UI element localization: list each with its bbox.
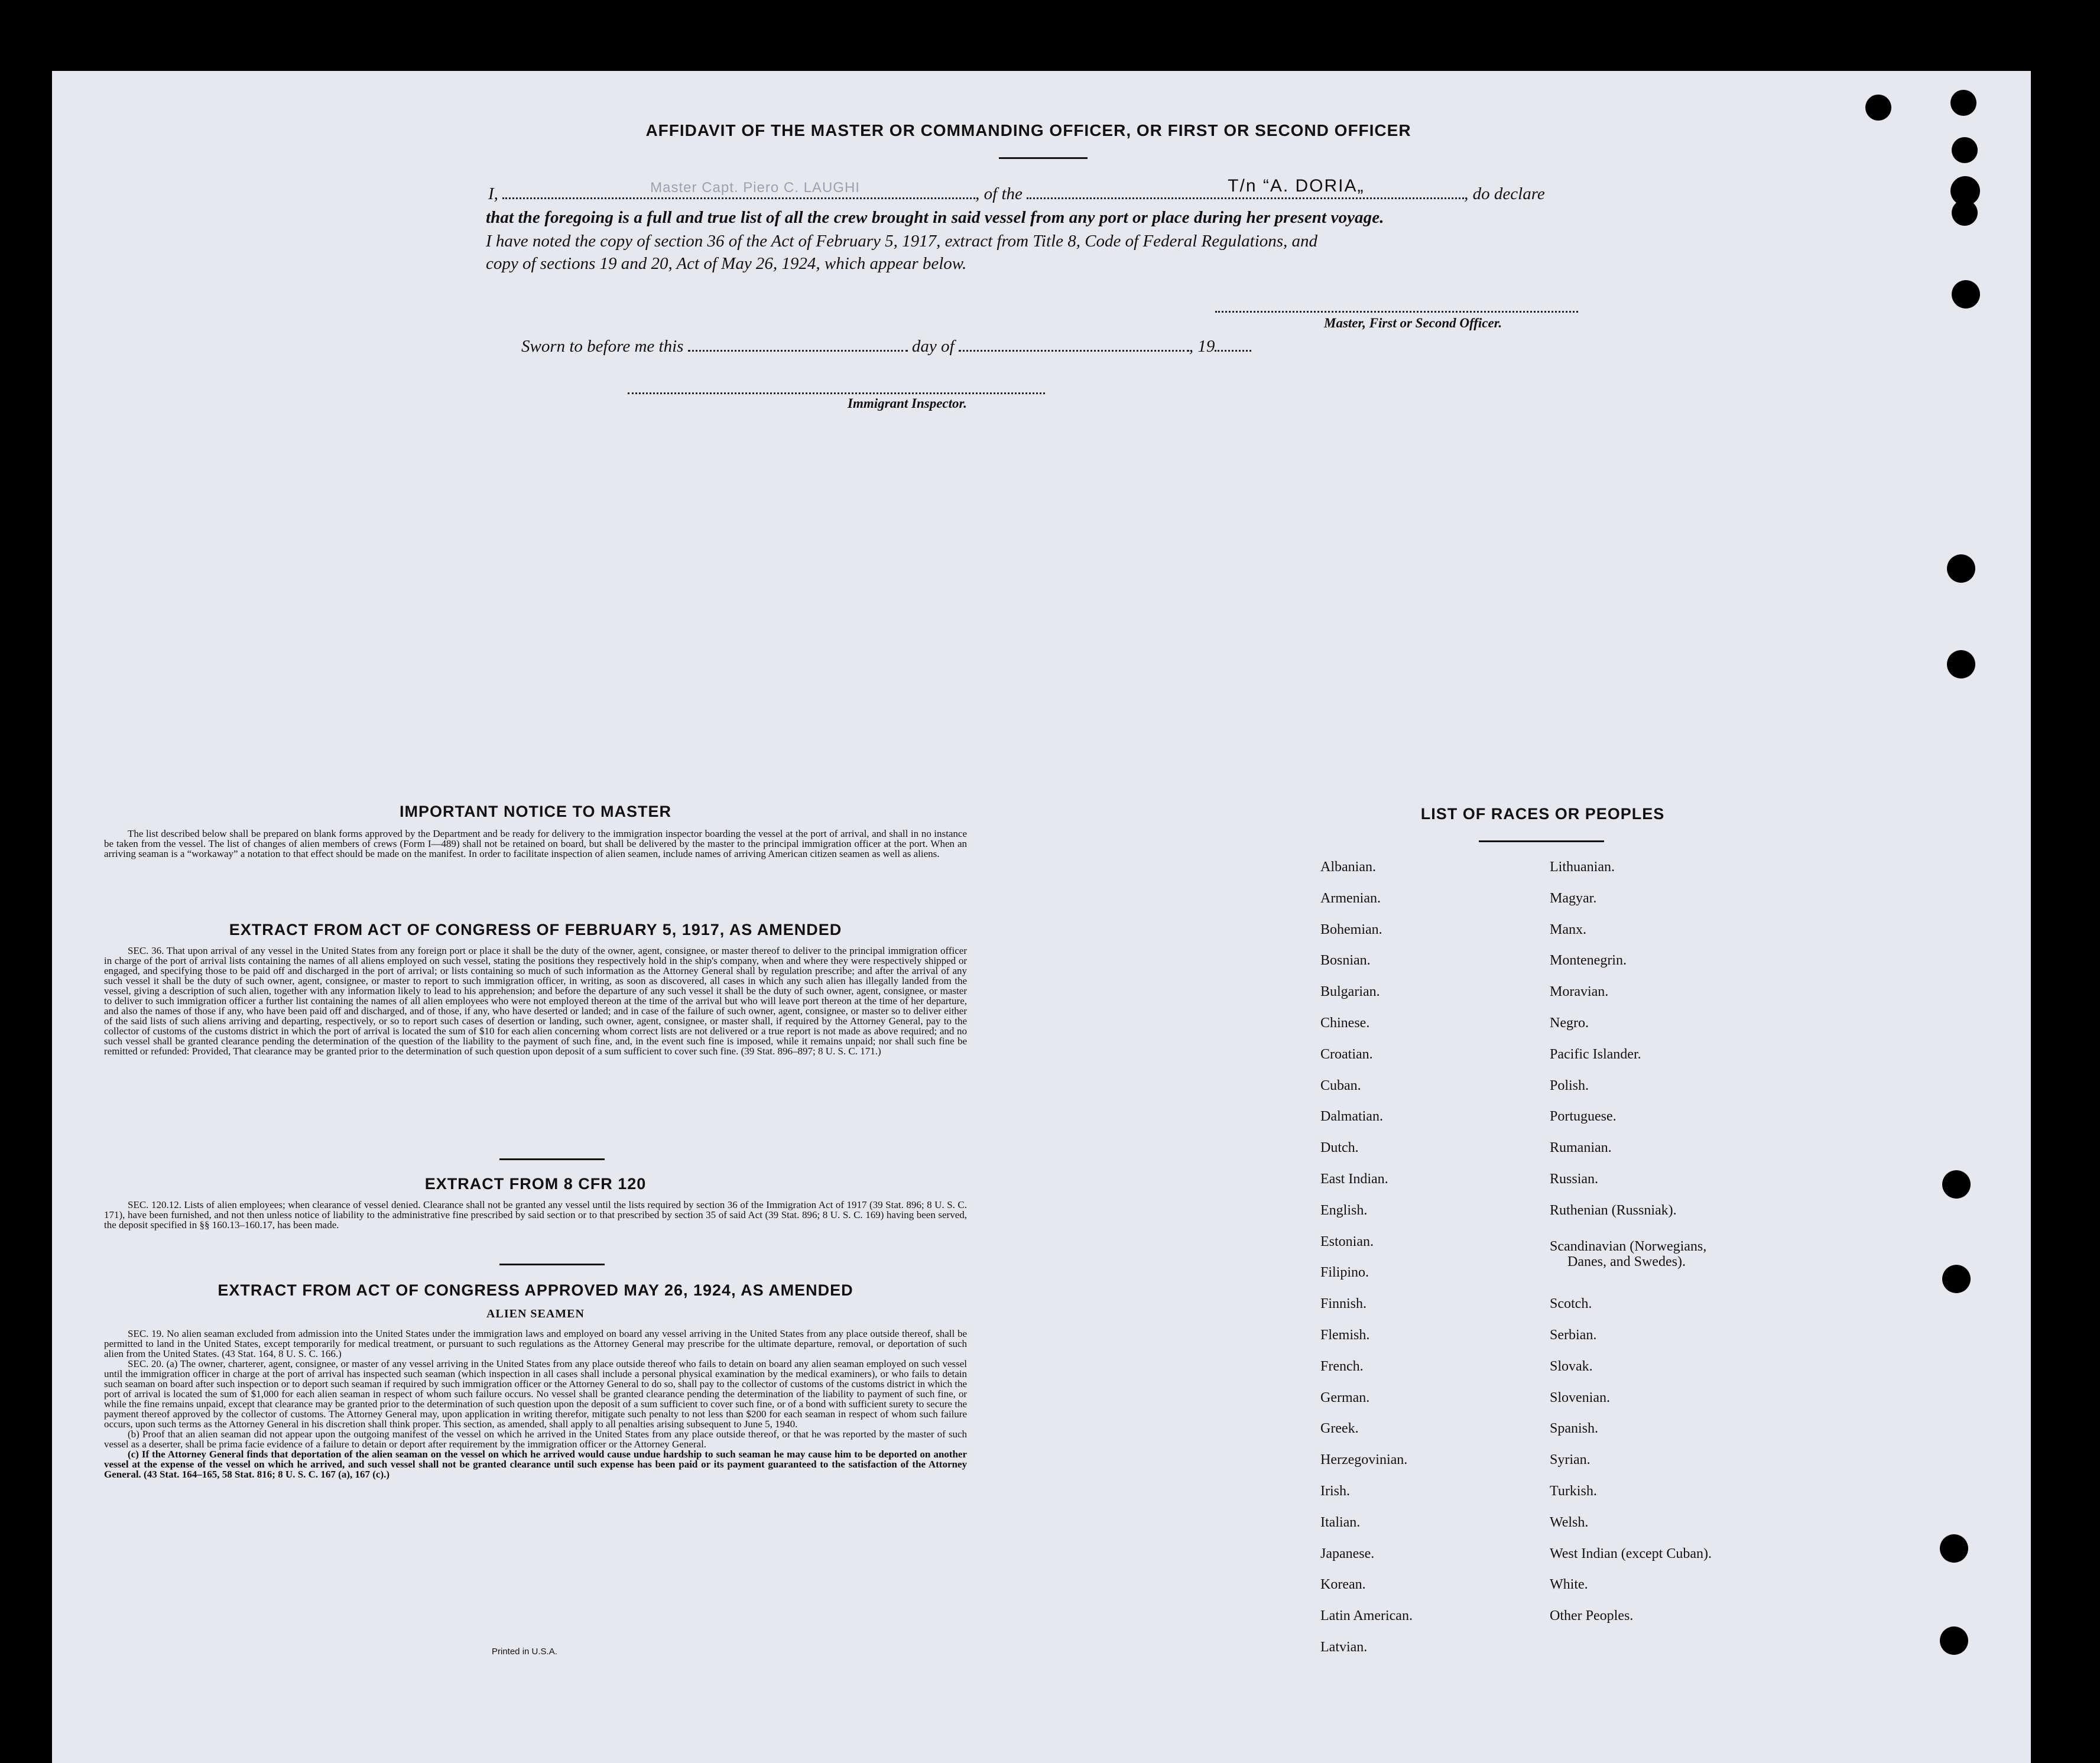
race-item: Portuguese. [1550, 1109, 1617, 1125]
race-item: Albanian. [1320, 859, 1376, 875]
inspector-label: Immigrant Inspector. [848, 396, 967, 411]
race-item: Bohemian. [1320, 921, 1382, 937]
punch-hole [1942, 1170, 1971, 1199]
punch-hole [1942, 1265, 1971, 1293]
race-item: Moravian. [1550, 984, 1609, 1000]
punch-hole [1952, 280, 1980, 309]
punch-hole [1950, 90, 1976, 116]
race-item: Polish. [1550, 1077, 1589, 1093]
i-label: I, [488, 184, 498, 203]
race-item: Spanish. [1550, 1421, 1599, 1437]
race-item: Slovenian. [1550, 1389, 1610, 1405]
declaration-line-3: I have noted the copy of section 36 of the Act of February 5, 1917, extract from Title 8, Code of Federal Regulations, and [486, 232, 1318, 251]
divider [999, 157, 1088, 159]
extract-1924-title: EXTRACT FROM ACT OF CONGRESS APPROVED MAY 26, 1924, AS AMENDED [218, 1281, 853, 1299]
race-item: Estonian. [1320, 1233, 1374, 1249]
printed-in-usa: Printed in U.S.A. [492, 1647, 557, 1657]
punch-hole [1940, 1626, 1968, 1655]
race-item: Scotch. [1550, 1296, 1592, 1312]
race-item: Manx. [1550, 921, 1586, 937]
race-item: Danes, and Swedes). [1567, 1254, 1686, 1270]
extract-1917-text: SEC. 36. That upon arrival of any vessel in the United States from any foreign port or place it shall be the duty of the owner, agent, consignee, or master thereof to deliver to the principal immigration officer in charge of the port of arrival lists containing the names of all aliens employed on such vessel, stating the positions they respectively hold in the ship's company, when and where they were respectively shipped or engaged, and specifying those to be paid off and discharged in the port of arrival; or lists containing so much of such information as the Attorney General shall by regulation prescribe; and after the arrival of any such vessel it shall be the duty of such owner, agent, consignee, or master to report to such immigration officer, in writing, as soon as discovered, all cases in which any such alien has illegally landed from the vessel, giving a description of such alien, together with any information likely to lead to his apprehension; and before the departure of any such vessel it shall be the duty of such owner, agent, consignee, or master to deliver to such immigration officer a further list containing the names of all alien employees who were not employed thereon at the time of the arrival but who will leave port thereon at the time of her departure, and also the names of those if any, who have been paid off and discharged, and of those, if any, who have deserted or landed; and in case of the failure of such owner, agent, consignee, or master so to deliver either of the said lists of such aliens arriving and departing, respectively, or so to report such cases of desertion or landing, such owner, agent, consignee, or master shall, if required by the Attorney General, pay to the collector of customs of the customs district in which the port of arrival is located the sum of $10 for each alien concerning whom correct lists are not delivered or a true report is not made as above required; and no such vessel shall be granted clearance pending the determination of the question of the liability to the payment of such fine, and, in the event such fine is imposed, while it remains unpaid; nor shall such fine be remitted or refunded: Provided, That clearance may be granted prior to the determination of such question upon deposit of a sum sufficient to cover such fine. (39 Stat. 896–897; 8 U. S. C. 171.) [104, 945, 967, 1057]
extract-cfr-text: SEC. 120.12. Lists of alien employees; when clearance of vessel denied. Clearance shall not be granted any vessel until the lists required by section 36 of the Immigration Act of 1917 (39 Stat. 896; 8 U. S. C. 171), have been furnished, and not then unless notice of liability to the administrative fine prescribed by said section or to that prescribed by section 35 of said Act (39 Stat. 896; 8 U. S. C. 169) having been served, the deposit specified in §§ 160.13–160.17, has been made. [104, 1199, 967, 1230]
race-item: West Indian (except Cuban). [1550, 1546, 1712, 1561]
master-signature-label: Master, First or Second Officer. [1324, 316, 1502, 330]
race-item: Syrian. [1550, 1452, 1591, 1468]
race-item: Irish. [1320, 1483, 1350, 1499]
race-item: Italian. [1320, 1514, 1361, 1530]
master-signature-line [1215, 311, 1578, 313]
race-item: Dutch. [1320, 1140, 1359, 1156]
race-item: Magyar. [1550, 890, 1597, 906]
sec-20a-text: SEC. 20. (a) The owner, charterer, agent, consignee, or master of any vessel arriving in the United States from any place outside thereof who fails to detain on board any alien seaman employed on such vessel until the immigration officer in charge at the port of arrival has inspected such seaman (which inspection in all cases shall include a personal physical examination by the medical examiners), or who fails to detain such seaman on board after such inspection or to deport such seaman if required by such immigration officer or the Attorney General to do so, shall pay to the collector of customs of the customs district in which the port of arrival is located the sum of $1,000 for each alien seaman in respect of whom such failure occurs. No vessel shall be granted clearance pending the determination of the liability to payment of such fine, or while the fine remains unpaid, except that clearance may be granted prior to the determination of such question upon the deposit of a sum sufficient to cover such fine, or of a bond with sufficient surety to secure the payment thereof approved by the collector of customs. The Attorney General may, upon application in writing therefor, mitigate such penalty to not less than $200 for each seaman in respect of whom such failure occurs, upon such terms as the Attorney General in his discretion shall think proper. This section, as amended, shall apply to all penalties arising subsequent to June 5, 1940. [104, 1358, 967, 1430]
of-the-label: , of the [975, 184, 1023, 203]
race-item: Lithuanian. [1550, 859, 1615, 875]
punch-hole [1940, 1534, 1968, 1563]
divider [499, 1264, 605, 1265]
race-item: Scandinavian (Norwegians, [1550, 1238, 1707, 1254]
punch-hole [1865, 95, 1891, 121]
extract-1924-body [104, 1329, 967, 1479]
race-item: Korean. [1320, 1577, 1366, 1593]
sec-20c-text: (c) If the Attorney General finds that deportation of the alien seaman on the vessel on which he arrived would cause undue hardship to such seaman he may cause him to be deported on another vessel at the expense of the vessel on which he arrived, and such vessel shall not be granted clearance until such expense has been paid or its payment guaranteed to the satisfaction of the Attorney General. (43 Stat. 164–165, 58 Stat. 816; 8 U. S. C. 167 (a), 167 (c).) [104, 1449, 967, 1480]
divider [499, 1158, 605, 1160]
race-item: Turkish. [1550, 1483, 1597, 1499]
race-item: French. [1320, 1358, 1364, 1374]
race-item: Ruthenian (Russniak). [1550, 1202, 1677, 1218]
day-of-label: day of [911, 337, 955, 356]
race-item: Bulgarian. [1320, 984, 1380, 1000]
punch-hole [1952, 137, 1978, 163]
race-item: German. [1320, 1389, 1370, 1405]
race-item: English. [1320, 1202, 1368, 1218]
sec-19-text: SEC. 19. No alien seaman excluded from admission into the United States under the immigration laws and employed on board any vessel arriving in the United States from any place outside thereof, shall be permitted to land in the United States, except temporarily for medical treatment, or pursuant to such regulations as the Attorney General may prescribe for the ultimate departure, removal, or deportation of such alien from the United States. (43 Stat. 164, 8 U. S. C. 166.) [104, 1328, 967, 1359]
extract-cfr-title: EXTRACT FROM 8 CFR 120 [424, 1175, 647, 1193]
race-item: Japanese. [1320, 1546, 1375, 1561]
race-item: Herzegovinian. [1320, 1452, 1408, 1468]
race-item: Cuban. [1320, 1077, 1361, 1093]
race-item: Welsh. [1550, 1514, 1589, 1530]
race-item: Serbian. [1550, 1327, 1597, 1343]
punch-hole [1947, 554, 1975, 583]
race-item: Bosnian. [1320, 953, 1371, 969]
year-label: , 19 [1189, 337, 1215, 356]
master-name-handwritten: Master Capt. Piero C. LAUGHI [650, 180, 860, 196]
race-item: Negro. [1550, 1015, 1589, 1031]
declaration-line-1 [488, 176, 1545, 204]
race-item: Dalmatian. [1320, 1109, 1383, 1125]
divider [1479, 840, 1604, 842]
race-item: Armenian. [1320, 890, 1381, 906]
race-item: Croatian. [1320, 1046, 1373, 1062]
race-item: Latin American. [1320, 1608, 1413, 1624]
declaration-line-4: copy of sections 19 and 20, Act of May 26, 1924, which appear below. [486, 254, 967, 273]
declaration-line-2: that the foregoing is a full and true list of all the crew brought in said vessel from any port or place during her present voyage. [486, 208, 1384, 227]
race-item: Filipino. [1320, 1265, 1369, 1281]
affidavit-title: AFFIDAVIT OF THE MASTER OR COMMANDING OFFICER, OR FIRST OR SECOND OFFICER [645, 121, 1411, 139]
races-title: LIST OF RACES OR PEOPLES [1420, 805, 1665, 823]
form-page [52, 71, 2031, 1763]
race-item: Greek. [1320, 1421, 1359, 1437]
notice-text: The list described below shall be prepared on blank forms approved by the Department and be ready for delivery to the immigration inspector boarding the vessel at the port of arrival, and shall in no instance be taken from the vessel. The list of changes of alien members of crews (Form I—489) shall not be retained on board, but shall be delivered by the master to the principal immigration officer at the port. When an arriving seaman is a “workaway” a notation to that effect should be made on the manifest. In order to facilitate inspection of alien seamen, include names of arriving American citizen seamen as well as aliens. [104, 828, 967, 859]
race-item: Montenegrin. [1550, 953, 1627, 969]
race-item: Other Peoples. [1550, 1608, 1634, 1624]
inspector-signature-line [628, 392, 1045, 394]
race-item: Rumanian. [1550, 1140, 1612, 1156]
sworn-line [521, 337, 1251, 356]
race-item: Chinese. [1320, 1015, 1370, 1031]
punch-hole [1952, 200, 1978, 226]
do-declare-label: , do declare [1464, 184, 1545, 203]
race-item: East Indian. [1320, 1171, 1388, 1187]
extract-1917-title: EXTRACT FROM ACT OF CONGRESS OF FEBRUARY 5, 1917, AS AMENDED [229, 921, 842, 939]
notice-title: IMPORTANT NOTICE TO MASTER [400, 803, 671, 820]
sec-20b-text: (b) Proof that an alien seaman did not appear upon the outgoing manifest of the vessel on which he arrived in the United States from any place outside thereof, or that he was reported by the master of such vessel as a deserter, shall be prima facie evidence of a failure to detain or deport after requirement by the immigration officer or the Attorney General. [104, 1428, 967, 1450]
race-item: Flemish. [1320, 1327, 1370, 1343]
race-item: Latvian. [1320, 1639, 1368, 1655]
race-item: Pacific Islander. [1550, 1046, 1641, 1062]
alien-seamen-subtitle: ALIEN SEAMEN [486, 1307, 585, 1320]
race-item: Russian. [1550, 1171, 1599, 1187]
punch-hole [1947, 650, 1975, 678]
vessel-name: T/n “A. DORIA„ [1228, 176, 1365, 196]
race-item: White. [1550, 1577, 1588, 1593]
sworn-label: Sworn to before me this [521, 337, 684, 356]
race-item: Slovak. [1550, 1358, 1593, 1374]
race-item: Finnish. [1320, 1296, 1367, 1312]
